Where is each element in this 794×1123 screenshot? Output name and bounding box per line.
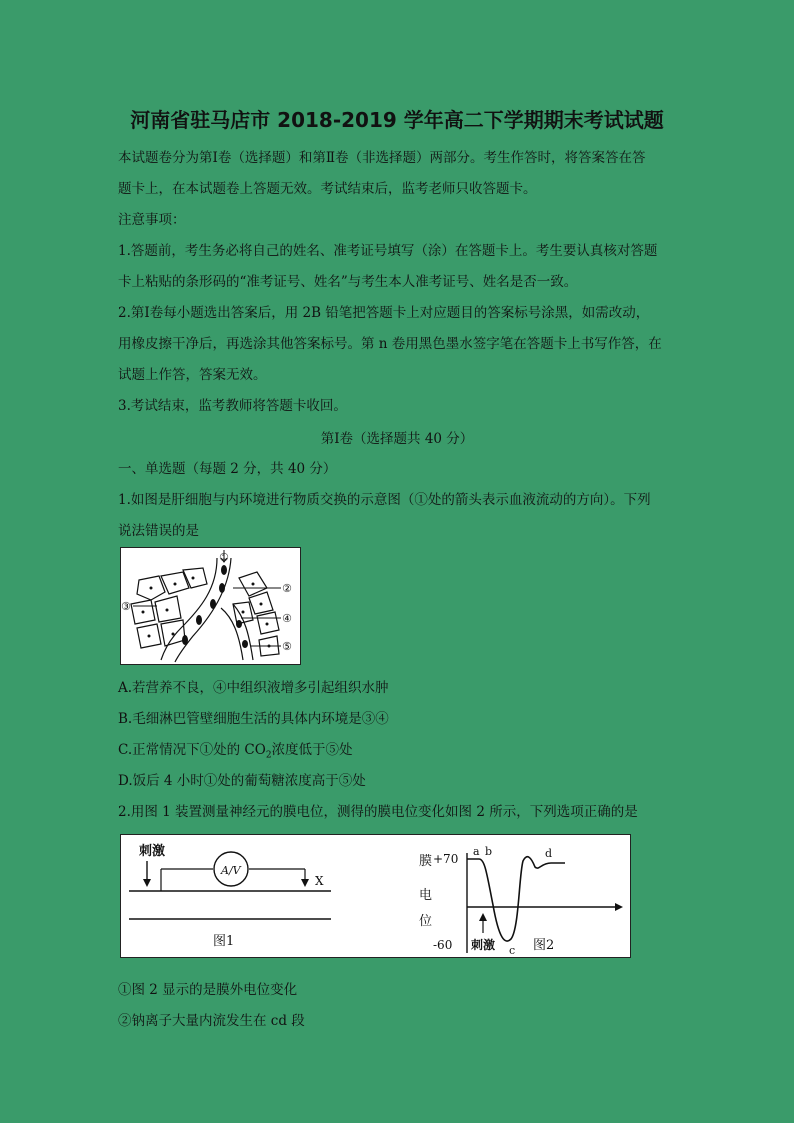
q1-option-b: B.毛细淋巴管壁细胞生活的具体内环境是③④ [118,711,389,727]
notice-line: 卡上粘贴的条形码的“准考证号、姓名”与考生本人准考证号、姓名是否一致。 [118,274,578,290]
fig2-y-bottom: -60 [433,938,453,952]
notice-line: 3.考试结束，监考教师将答题卡收回。 [118,398,347,414]
q1-stem: 说法错误的是 [118,523,199,539]
q1-label-3: ③ [121,600,131,613]
q2-statement-2: ②钠离子大量内流发生在 cd 段 [118,1013,305,1029]
fig2-caption: 图2 [533,938,555,953]
fig2-stimulus-label: 刺激 [471,938,496,952]
q1-label-5: ⑤ [282,640,292,653]
q1-stem: 1.如图是肝细胞与内环境进行物质交换的示意图（①处的箭头表示血液流动的方向）。下列 [118,492,651,508]
section-title: 第Ⅰ卷（选择题共 40 分） [320,431,474,447]
fig2-ylabel-2: 电 [419,888,433,903]
fig1-x-label: X [315,874,324,888]
notice-line: 用橡皮擦干净后，再选涂其他答案标号。第 n 卷用黑色墨水签字笔在答题卡上书写作答，在 [118,336,662,352]
q2-stem: 2.用图 1 装置测量神经元的膜电位，测得的膜电位变化如图 2 所示，下列选项正确的是 [118,804,638,820]
intro-line: 题卡上，在本试题卷上答题无效。考试结束后，监考老师只收答题卡。 [118,181,537,197]
q1-label-4: ④ [282,612,292,625]
q1-option-d: D.饭后 4 小时①处的葡萄糖浓度高于⑤处 [118,773,366,789]
fig2-point-a: a [473,845,480,858]
intro-line: 本试题卷分为第Ⅰ卷（选择题）和第Ⅱ卷（非选择题）两部分。考生作答时，将答案答在答 [118,150,646,166]
notice-line: 2.第Ⅰ卷每小题选出答案后，用 2B 铅笔把答题卡上对应题目的答案标号涂黑，如需改动， [118,305,650,321]
q1-label-1: ① [219,551,229,564]
fig2-point-b: b [485,845,493,858]
q1-option-c: C.正常情况下①处的 $CO_2$浓度低于⑤处 [118,742,353,761]
fig2-y-top: +70 [433,852,459,866]
fig1-caption: 图1 [213,934,235,949]
fig1-stimulus-label: 刺激 [139,844,166,859]
notice-line: 1.答题前，考生务必将自己的姓名、准考证号填写（涂）在答题卡上。考生要认真核对答题 [118,243,658,259]
notice-heading: 注意事项： [118,212,186,228]
q2-figure [120,834,631,958]
q1-label-2: ② [282,582,292,595]
q1-figure-liver-cells [120,547,301,665]
fig2-point-c: c [509,944,516,957]
notice-line: 试题上作答，答案无效。 [118,367,267,383]
fig2-ylabel-1: 膜 [419,854,433,869]
q2-statement-1: ①图 2 显示的是膜外电位变化 [118,982,298,998]
fig2-point-d: d [545,847,553,860]
fig1-meter-label: A/V [221,864,241,877]
q1-option-a: A.若营养不良，④中组织液增多引起组织水肿 [118,680,389,696]
part-heading: 一、单选题（每题 2 分，共 40 分） [118,461,337,477]
fig2-ylabel-3: 位 [419,914,433,929]
page-title: 河南省驻马店市 2018-2019 学年高二下学期期末考试试题 [130,108,664,132]
